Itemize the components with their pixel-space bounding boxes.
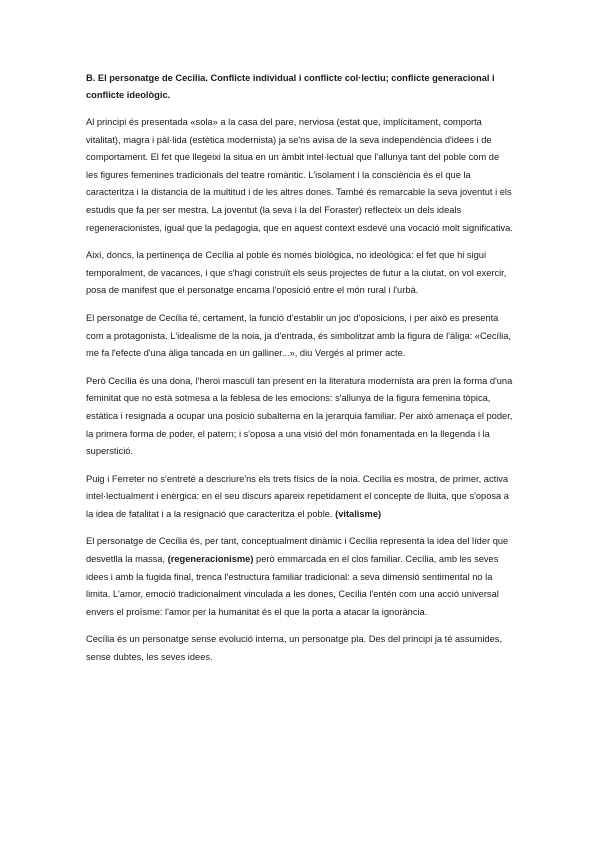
- paragraph-4: Però Cecília és una dona, l'heroi masculí tan present en la literatura modernista ara pren la forma d'una feminitat que no està sotmesa a la feblesa de les emocions: s'allunya de la figura femenina tòpica, estàtica i resignada a ocupar una posició subalterna en la jerarquia familiar. Per això amenaça el poder, la primera forma de poder, el patern; i s'oposa a una visió del món fonamentada en la llegenda i la superstició.: [86, 375, 513, 457]
- paragraph-6-bold: (regeneracionisme): [167, 554, 254, 565]
- paragraph-3: El personatge de Cecília té, certament, la funció d'establir un joc d'oposicions, i per això es presenta com a protagonista. L'idealisme de la noia, ja d'entrada, és simbolitzat amb la figura de l'àliga: «Cecília, me fa l'efecte d'una àliga tancada en un galliner...», diu Vergés al primer acte.: [86, 312, 511, 359]
- paragraph-7: Cecília és un personatge sense evolució interna, un personatge pla. Des del principi ja té assumides, sense dubtes, les seves idees.: [86, 634, 503, 663]
- paragraph-6: [86, 533, 513, 621]
- paragraph-6-before: El personatge de Cecília és, per tant, conceptualment dinàmic i Cecília representa la idea del líder que desvetlla la massa,: [86, 536, 509, 565]
- paragraph-6-after: però emmarcada en el clos familiar. Cecília, amb les seves idees i amb la fugida final, trenca l'estructura familiar tradicional: a seva dimensió sentimental no la limita. L'amor, emoció tradicionalment vinculada a les dones, Cecília l'entén com una acció universal envers el proïsme: l'amor per la humanitat és el que la porta a atacar la ignorància.: [86, 554, 499, 617]
- paragraph-5-text: Puig i Ferreter no s'entreté a descriure'ns els trets físics de la noia. Cecília es mostra, de primer, activa intel·lectualment i enèrgica: en el seu discurs apareix repetidament el concepte de lluita, que s'oposa a la idea de fatalitat i a la resignació que caracteritza el poble.: [86, 473, 509, 519]
- paragraph-1: Al principi és presentada «sola» a la casa del pare, nerviosa (estat que, implícitament, comporta vitalitat), magra i pàl·lida (estètica modernista) ja se'ns avisa de la seva independència d'idees i de comportament. El fet que llegeixi la situa en un àmbit intel·lectual que l'allunya tant del poble com de les figures femenines tradicionals del teatre romàntic. L'isolament i la consciència és el que la caracteritza i la distancia de la multitud i de les altres dones. També és remarcable la seva joventut i els estudis que fa per ser mestra. La joventut (la seva i la del Foraster) reflecteix un dels ideals regeneracionistes, igual que la pedagogia, que en aquest context esdevé una vocació molt significativa.: [86, 117, 513, 233]
- paragraph-5: [86, 471, 513, 524]
- paragraph-2: Així, doncs, la pertinença de Cecília al poble és només biològica, no ideològica: el fet que hi sigui temporalment, de vacances, i que s'hagi construït els seus projectes de futur a la ciutat, on vol exercir, posa de manifest que el personatge encarna l'oposició entre el món rural i l'urbà.: [86, 250, 507, 296]
- section-heading: B. El personatge de Cecília. Conflicte individual i conflicte col·lectiu; conflicte generacional i conflicte ideològic.: [86, 73, 495, 100]
- paragraph-5-bold: (vitalisme): [335, 508, 382, 519]
